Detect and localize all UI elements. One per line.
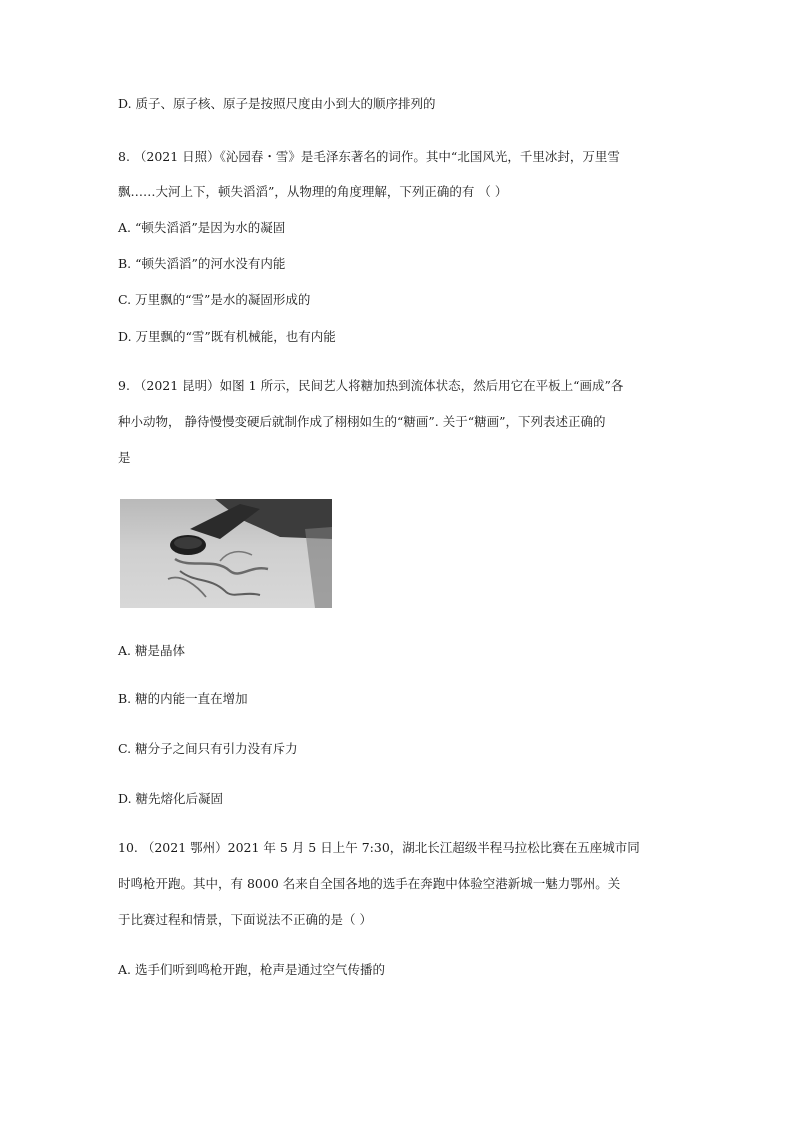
q9-stem-line-1: 9. （2021 昆明）如图 1 所示，民间艺人将糖加热到流体状态，然后用它在平板上“画成”各 bbox=[118, 378, 624, 393]
q9-option-d: D. 糖先熔化后凝固 bbox=[118, 791, 224, 806]
q9-option-a: A. 糖是晶体 bbox=[118, 643, 185, 658]
q10-stem-line-3: 于比赛过程和情景，下面说法不正确的是（ ） bbox=[118, 912, 372, 927]
q10-stem-line-1: 10. （2021 鄂州）2021 年 5 月 5 日上午 7:30，湖北长江超级半程马拉松比赛在五座城市同 bbox=[118, 840, 640, 855]
q8-option-a: A. “顿失滔滔”是因为水的凝固 bbox=[118, 220, 286, 235]
q8-stem-line-2: 飘……大河上下，顿失滔滔”，从物理的角度理解，下列正确的有 （ ） bbox=[118, 184, 508, 199]
q8-option-b: B. “顿失滔滔”的河水没有内能 bbox=[118, 256, 286, 271]
q10-option-a: A. 选手们听到鸣枪开跑，枪声是通过空气传播的 bbox=[118, 962, 385, 977]
q8-option-c: C. 万里飘的“雪”是水的凝固形成的 bbox=[118, 292, 311, 307]
q10-stem-line-2: 时鸣枪开跑。其中，有 8000 名来自全国各地的选手在奔跑中体验空港新城一魅力鄂州。关 bbox=[118, 876, 621, 891]
q9-option-c: C. 糖分子之间只有引力没有斥力 bbox=[118, 741, 298, 756]
q9-option-b: B. 糖的内能一直在增加 bbox=[118, 691, 248, 706]
q8-option-d: D. 万里飘的“雪”既有机械能，也有内能 bbox=[118, 329, 336, 344]
q9-stem-line-2: 种小动物， 静待慢慢变硬后就制作成了栩栩如生的“糖画”. 关于“糖画”，下列表述正确的 bbox=[118, 414, 606, 429]
q7-option-d: D. 质子、原子核、原子是按照尺度由小到大的顺序排列的 bbox=[118, 96, 436, 111]
q9-stem-line-3: 是 bbox=[118, 450, 131, 465]
q8-stem-line-1: 8. （2021 日照）《沁园春・雪》是毛泽东著名的词作。其中“北国风光，千里冰封，万里雪 bbox=[118, 149, 620, 164]
sugar-painting-photo bbox=[120, 499, 332, 608]
